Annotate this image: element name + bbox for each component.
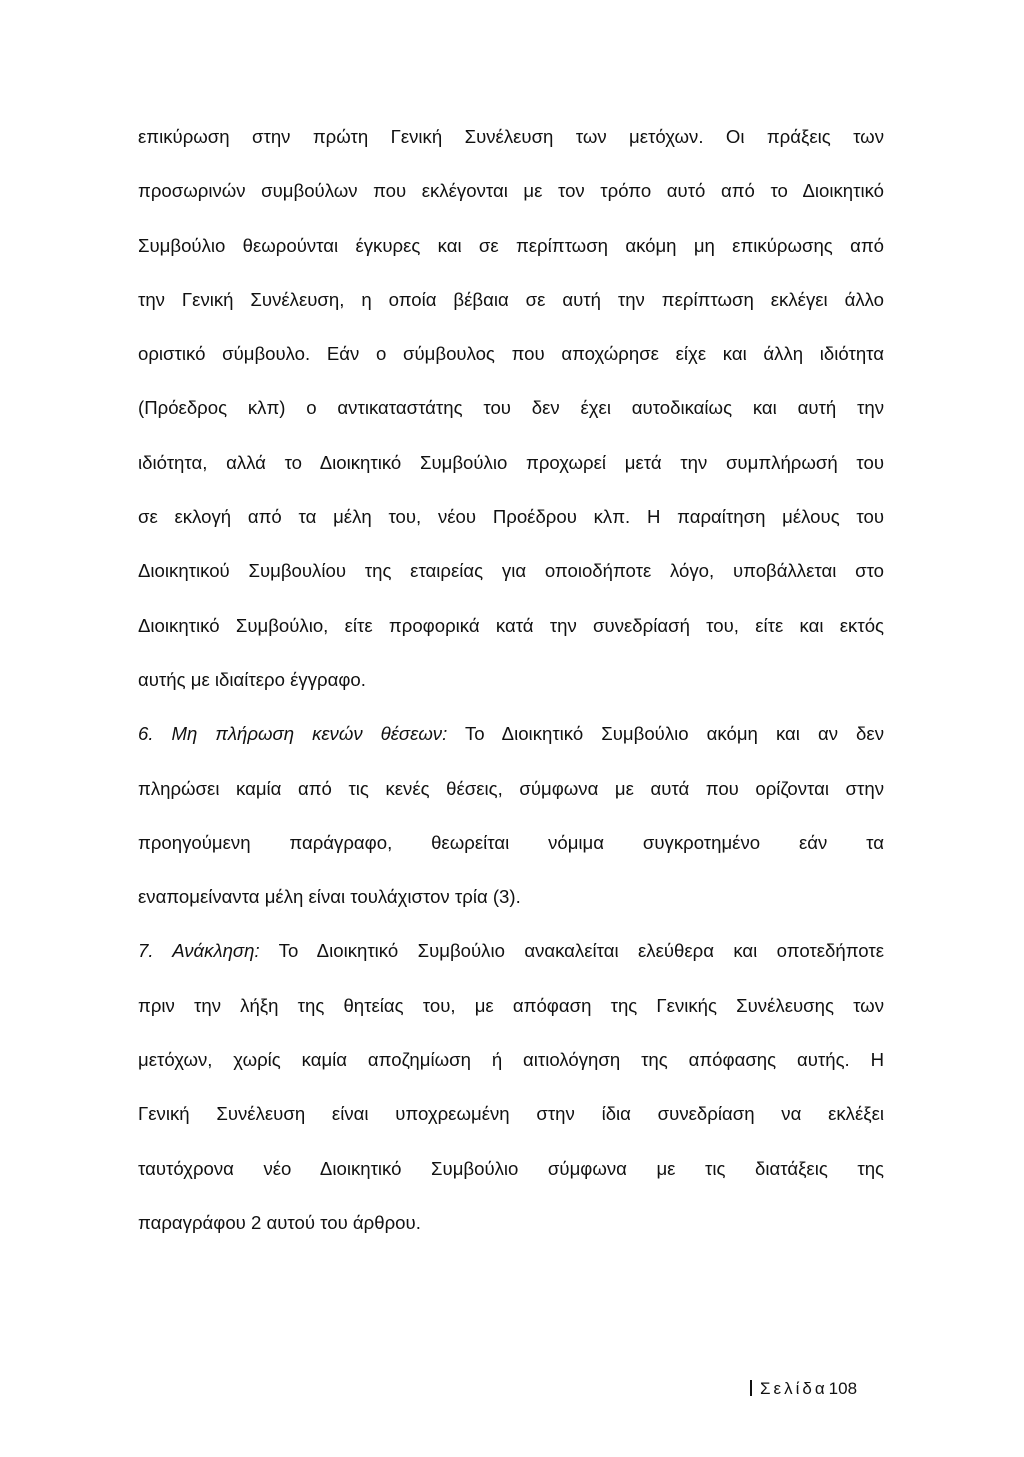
- paragraph-line: αυτής με ιδιαίτερο έγγραφο.: [138, 668, 366, 690]
- paragraph-line: πληρώσει καμία από τις κενές θέσεις, σύμφωνα με αυτά που ορίζονται στην: [138, 777, 884, 799]
- paragraph-line: την Γενική Συνέλευση, η οποία βέβαια σε αυτή την περίπτωση εκλέγει άλλο: [138, 288, 884, 310]
- footer-divider: [750, 1380, 752, 1396]
- page-footer: [750, 1378, 857, 1400]
- section-6-first-line-text: Το Διοικητικό Συμβούλιο ακόμη και αν δεν: [447, 723, 884, 745]
- paragraph-line: εναπομείναντα μέλη είναι τουλάχιστον τρία (3).: [138, 886, 521, 908]
- paragraph-line: Συμβούλιο θεωρούνται έγκυρες και σε περίπτωση ακόμη μη επικύρωσης από: [138, 234, 884, 256]
- section-7-first-line-text: Το Διοικητικό Συμβούλιο ανακαλείται ελεύθερα και οποτεδήποτε: [259, 940, 884, 962]
- section-7-heading: 7. Ανάκληση:: [138, 940, 260, 962]
- paragraph-line: προηγούμενη παράγραφο, θεωρείται νόμιμα συγκροτημένο εάν τα: [138, 831, 884, 853]
- paragraph-line: ταυτόχρονα νέο Διοικητικό Συμβούλιο σύμφωνα με τις διατάξεις της: [138, 1157, 884, 1179]
- paragraph-line: σε εκλογή από τα μέλη του, νέου Προέδρου κλπ. Η παραίτηση μέλους του: [138, 506, 884, 528]
- paragraph-line: παραγράφου 2 αυτού του άρθρου.: [138, 1211, 421, 1233]
- paragraph-line: (Πρόεδρος κλπ) ο αντικαταστάτης του δεν έχει αυτοδικαίως και αυτή την: [138, 397, 884, 419]
- paragraph-line: Διοικητικό Συμβούλιο, είτε προφορικά κατά την συνεδρίασή του, είτε και εκτός: [138, 614, 884, 636]
- page-number: 108: [828, 1379, 858, 1398]
- body-text: [138, 119, 884, 1259]
- section-6-first-line: [138, 716, 884, 770]
- paragraph-line: Διοικητικού Συμβουλίου της εταιρείας για οποιοδήποτε λόγο, υποβάλλεται στο: [138, 560, 884, 582]
- section-6-heading: 6. Μη πλήρωση κενών θέσεων:: [138, 723, 448, 745]
- paragraph-line: οριστικό σύμβουλο. Εάν ο σύμβουλος που αποχώρησε είχε και άλλη ιδιότητα: [138, 343, 884, 365]
- paragraph-line: Γενική Συνέλευση είναι υποχρεωμένη στην ίδια συνεδρίαση να εκλέξει: [138, 1103, 884, 1125]
- paragraph-line: ιδιότητα, αλλά το Διοικητικό Συμβούλιο προχωρεί μετά την συμπλήρωσή του: [138, 451, 884, 473]
- paragraph-line: προσωρινών συμβούλων που εκλέγονται με τον τρόπο αυτό από το Διοικητικό: [138, 180, 884, 202]
- section-7-first-line: [138, 933, 884, 987]
- paragraph-line: μετόχων, χωρίς καμία αποζημίωση ή αιτιολόγηση της απόφασης αυτής. Η: [138, 1049, 884, 1071]
- paragraph-line: πριν την λήξη της θητείας του, με απόφαση της Γενικής Συνέλευσης των: [138, 994, 884, 1016]
- page-label: Σελίδα: [760, 1379, 828, 1398]
- paragraph-line: επικύρωση στην πρώτη Γενική Συνέλευση των μετόχων. Οι πράξεις των: [138, 126, 884, 147]
